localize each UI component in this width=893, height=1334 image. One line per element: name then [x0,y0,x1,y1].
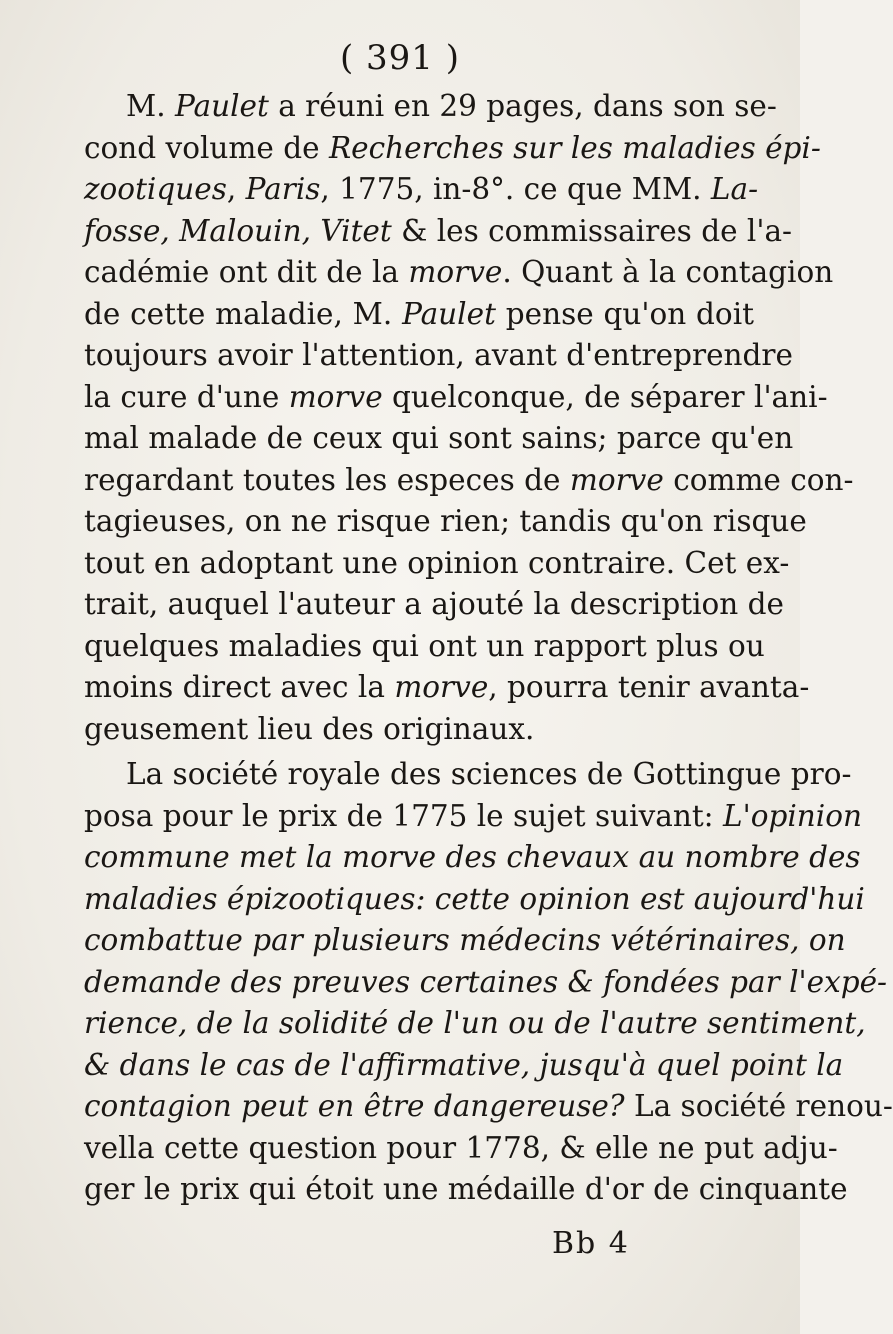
text-line: combattue par plusieurs médecins vétérinaires, on [84,923,846,957]
text-line: cond volume de Recherches sur les maladies épi- [84,130,821,165]
text-line: maladies épizootiques: cette opinion est aujourd'hui [84,881,865,916]
text-line: moins direct avec la morve, pourra tenir avanta- [84,670,810,704]
text-line: commune met la morve des chevaux au nombre des [84,840,861,874]
page-number: ( 391 ) [339,38,461,78]
text-line: regardant toutes les especes de morve comme con- [84,462,854,497]
text-line: trait, auquel l'auteur a ajouté la description de [84,587,784,621]
text-line: tagieuses, on ne risque rien; tandis qu'on risque [84,504,807,538]
text-line: toujours avoir l'attention, avant d'entreprendre [84,338,793,372]
text-line: zootiques, Paris, 1775, in-8°. ce que MM. La- [84,172,759,206]
text-line: quelques maladies qui ont un rapport plus ou [84,628,765,663]
signature-mark: Bb 4 [552,1226,630,1261]
text-line: posa pour le prix de 1775 le sujet suivant: L'opinion [84,798,862,833]
text-line: cadémie ont dit de la morve. Quant à la contagion [84,255,834,289]
text-line: tout en adoptant une opinion contraire. Cet ex- [84,545,790,580]
page-text [84,86,893,1211]
text-line: fosse, Malouin, Vitet & les commissaires de l'a- [84,213,793,248]
text-line: geusement lieu des originaux. [84,711,535,746]
text-line: vella cette question pour 1778, & elle ne put adju- [84,1130,838,1165]
text-line: de cette maladie, M. Paulet pense qu'on doit [84,296,754,331]
text-line: & dans le cas de l'affirmative, jusqu'à quel point la [84,1047,844,1082]
text-line: contagion peut en être dangereuse? La société renou- [84,1089,893,1123]
text-line: demande des preuves certaines & fondées par l'expé- [84,964,888,999]
text-line: rience, de la solidité de l'un ou de l'autre sentiment, [84,1006,866,1040]
text-line: mal malade de ceux qui sont sains; parce qu'en [84,421,794,455]
text-line: La société royale des sciences de Gottingue pro- [126,757,852,791]
text-line: M. Paulet a réuni en 29 pages, dans son se- [126,89,777,123]
text-line: ger le prix qui étoit une médaille d'or de cinquante [84,1172,848,1206]
text-line: la cure d'une morve quelconque, de séparer l'ani- [84,379,828,414]
